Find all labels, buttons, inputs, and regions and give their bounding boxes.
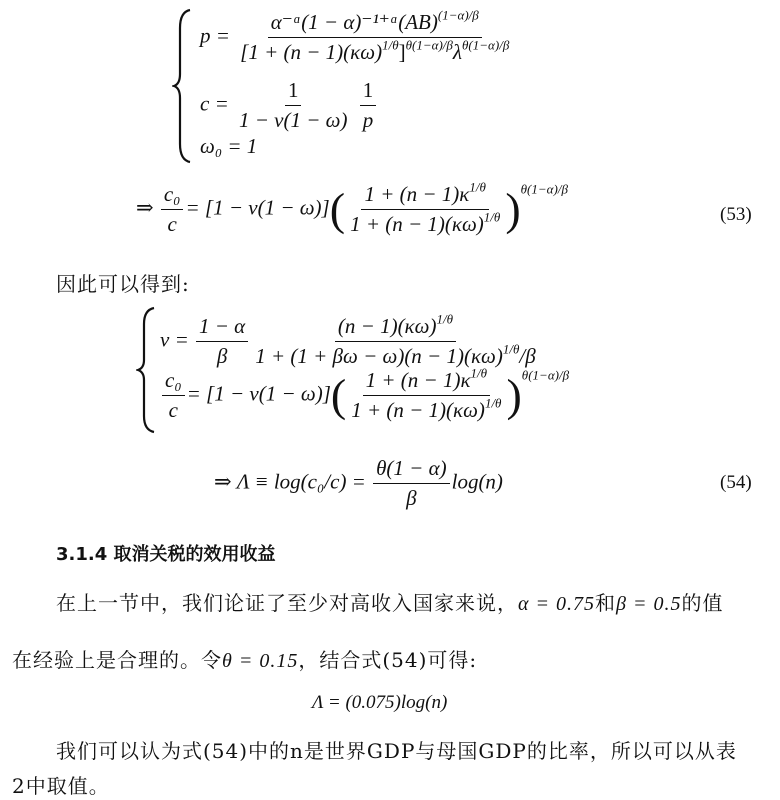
implies-arrow-2: ⇒ — [214, 469, 232, 494]
c-lhs: c = — [200, 91, 229, 116]
c-f2-den: p — [362, 108, 374, 132]
p-den-exp2: θ(1−α)/β — [405, 37, 453, 53]
eq54-den: β — [406, 486, 417, 510]
p-den-exp3: θ(1−α)/β — [462, 37, 510, 53]
c0-2: c₀ — [162, 368, 185, 396]
right-paren-2: ) — [506, 369, 522, 421]
sys2-inner-den-exp: 1/θ — [484, 395, 502, 411]
right-paren: ) — [505, 183, 521, 235]
equation-lambda: Λ = (0.075)log(n) — [312, 692, 448, 713]
equation-number-54: (54) — [720, 472, 752, 493]
p-fraction — [237, 7, 512, 65]
sys2-inner-num: 1 + (n − 1)κ — [365, 368, 471, 392]
theta-value: θ = 0.15 — [222, 650, 299, 672]
v-f2-den-exp: 1/θ — [502, 341, 520, 357]
v-f2-den: 1 + (1 + βω − ω)(n − 1)(κω) — [255, 344, 503, 368]
v-f2-num: (n − 1)(κω) — [337, 314, 437, 338]
left-paren: ( — [329, 183, 346, 235]
p-denominator: [1 + (n − 1)(κω) — [240, 40, 383, 64]
c0: c₀ — [161, 182, 184, 210]
paragraph-2-line-2: 2中取值。 — [12, 774, 110, 798]
equation-c — [200, 78, 378, 133]
v-f1-den: β — [216, 344, 228, 368]
v-f2-num-exp: 1/θ — [436, 311, 453, 327]
alpha-value: α = 0.75 — [518, 593, 595, 615]
c-fraction-2 — [360, 78, 377, 133]
eq53-inner-num: 1 + (n − 1)κ — [364, 182, 470, 206]
para1-and: 和 — [595, 591, 616, 615]
v-f2-den-tail: /β — [519, 344, 536, 368]
equation-c0-c — [160, 365, 570, 423]
eq53-inner-den: 1 + (n − 1)(κω) — [350, 212, 484, 236]
eq54-num: θ(1 − α) — [373, 456, 450, 484]
v-fraction-2 — [252, 311, 539, 369]
equation-p — [200, 7, 514, 65]
eq53-inner-fraction — [347, 179, 503, 237]
para1-line2b: ，结合式(54)可得: — [298, 648, 478, 672]
para1-part1: 在上一节中，我们论证了至少对高收入国家来说， — [56, 591, 518, 615]
beta-value: β = 0.5 — [616, 593, 682, 615]
left-paren-2: ( — [330, 369, 347, 421]
eq53-inner-num-exp: 1/θ — [469, 179, 486, 195]
c-f1-num: 1 — [285, 78, 302, 106]
p-den-exp1: 1/θ — [382, 37, 399, 53]
paragraph-1-line-1 — [56, 587, 723, 616]
left-brace-system2 — [136, 306, 158, 434]
equation-number-53: (53) — [720, 204, 752, 225]
v-fraction-1 — [196, 314, 248, 369]
para1-part2: 的值 — [681, 591, 724, 615]
sys2-middle: = [1 − v(1 − ω)] — [186, 381, 331, 406]
eq53-middle: = [1 − v(1 − ω)] — [185, 195, 330, 220]
v-lhs: v = — [160, 327, 189, 352]
sys2-inner-fraction — [348, 365, 504, 423]
v-f1-num: 1 − α — [196, 314, 248, 342]
p-den-bracket: ] — [398, 40, 406, 64]
c0-over-c-2 — [162, 368, 185, 423]
paragraph-2-line-1: 我们可以认为式(54)中的n是世界GDP与母国GDP的比率，所以可以从表 — [56, 739, 737, 763]
left-brace-system1 — [172, 8, 194, 164]
therefore-text: 因此可以得到: — [56, 272, 190, 296]
eq53-inner-den-exp: 1/θ — [483, 209, 501, 225]
eq54-fraction — [373, 456, 450, 511]
c0-over-c — [161, 182, 184, 237]
sys2-outer-exp: θ(1−α)/β — [521, 367, 570, 383]
eq53-outer-exp: θ(1−α)/β — [520, 181, 568, 197]
p-numerator: α⁻ᵅ(1 − α)⁻¹⁺ᵅ(AB) — [270, 10, 438, 34]
equation-53 — [136, 179, 568, 237]
p-lhs: p = — [200, 23, 230, 48]
equation-omega0: ω₀ = 1 — [200, 134, 258, 158]
implies-arrow: ⇒ — [136, 195, 154, 220]
p-numerator-exponent: (1−α)/β — [437, 7, 479, 23]
equation-v — [160, 311, 541, 369]
lambda-symbol: λ — [452, 40, 463, 64]
c-f2-num: 1 — [360, 78, 377, 106]
eq54-lhs: Λ ≡ log(c₀/c) = — [236, 469, 366, 494]
paragraph-1-line-2 — [12, 644, 477, 673]
c-fraction-1 — [236, 78, 350, 133]
c-f1-den: 1 − v(1 − ω) — [239, 108, 348, 132]
sys2-inner-num-exp: 1/θ — [470, 365, 488, 381]
section-heading: 3.1.4 取消关税的效用收益 — [56, 544, 276, 565]
eq54-tail: log(n) — [451, 469, 503, 494]
equation-54 — [214, 456, 503, 511]
para1-line2a: 在经验上是合理的。令 — [12, 648, 222, 672]
c-2: c — [168, 398, 178, 422]
c: c — [167, 212, 177, 236]
sys2-inner-den: 1 + (n − 1)(κω) — [351, 398, 485, 422]
